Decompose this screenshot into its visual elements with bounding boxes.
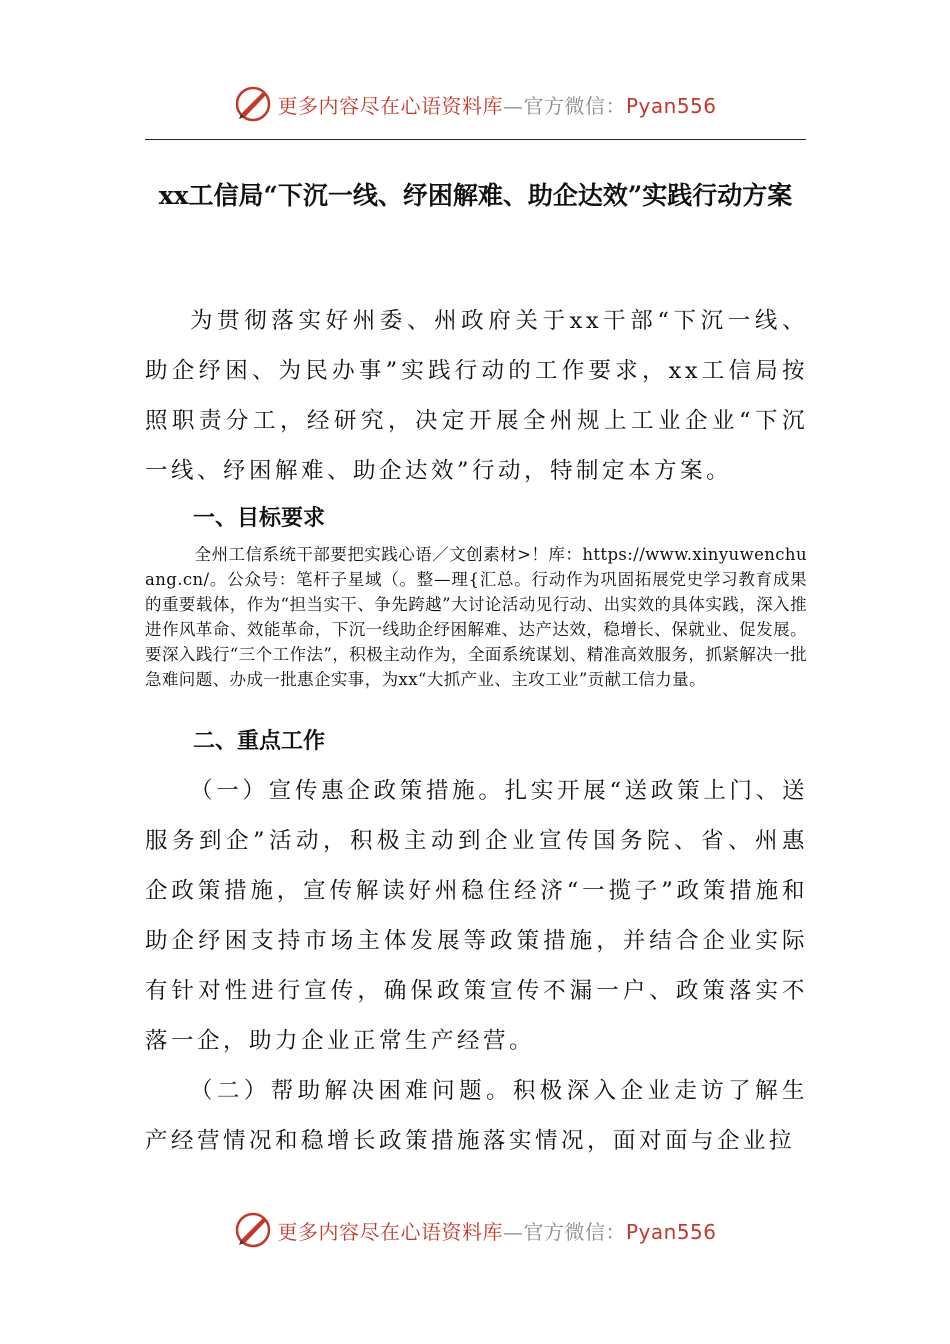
quill-pen-logo-icon <box>233 1210 273 1250</box>
banner-text: 更多内容尽在心语资料库—官方微信：Pyan556 <box>277 93 717 118</box>
section-heading-key-work: 二、重点工作 <box>193 729 326 754</box>
footer-banner <box>0 1208 950 1252</box>
intro-paragraph: 为贯彻落实好州委、州政府关于xx干部“下沉一线、助企纾困、为民办事”实践行动的工作要求，xx工信局按照职责分工，经研究，决定开展全州规上工业企业“下沉一线、纾困解难、助企达效”行动，特制定本方案。 <box>145 308 808 484</box>
quill-pen-logo-icon <box>233 84 273 124</box>
banner-text: 更多内容尽在心语资料库—官方微信：Pyan556 <box>277 1219 717 1244</box>
section-heading-goals: 一、目标要求 <box>193 506 326 531</box>
document-title: xx工信局“下沉一线、纾困解难、助企达效”实践行动方案 <box>158 181 793 210</box>
header-divider <box>145 139 806 140</box>
goals-paragraph: 全州工信系统干部要把实践心语／文创素材>！库：https://www.xinyuwenchuang.cn/。公众号：笔杆子星域（。整—理{汇总。行动作为巩固拓展党史学习教育成果的重要载体，作为“担当实干、争先跨越”大讨论活动见行动、出实效的具体实践，深入推进作风革命、效能革命，下沉一线助企纾困解难、达产达效，稳增长、保就业、促发展。要深入践行“三个工作法”，积极主动作为，全面系统谋划、精准高效服务，抓紧解决一批急难问题、办成一批惠企实事，为xx“大抓产业、主攻工业”贡献工信力量。 <box>145 545 807 689</box>
header-banner <box>0 82 950 126</box>
key-work-item-2: （二）帮助解决困难问题。积极深入企业走访了解生产经营情况和稳增长政策措施落实情况，面对面与企业拉 <box>145 1078 808 1154</box>
key-work-item-1: （一）宣传惠企政策措施。扎实开展“送政策上门、送服务到企”活动，积极主动到企业宣传国务院、省、州惠企政策措施，宣传解读好州稳住经济“一揽子”政策措施和助企纾困支持市场主体发展等政策措施，并结合企业实际有针对性进行宣传，确保政策宣传不漏一户、政策落实不落一企，助力企业正常生产经营。 <box>145 778 808 1054</box>
